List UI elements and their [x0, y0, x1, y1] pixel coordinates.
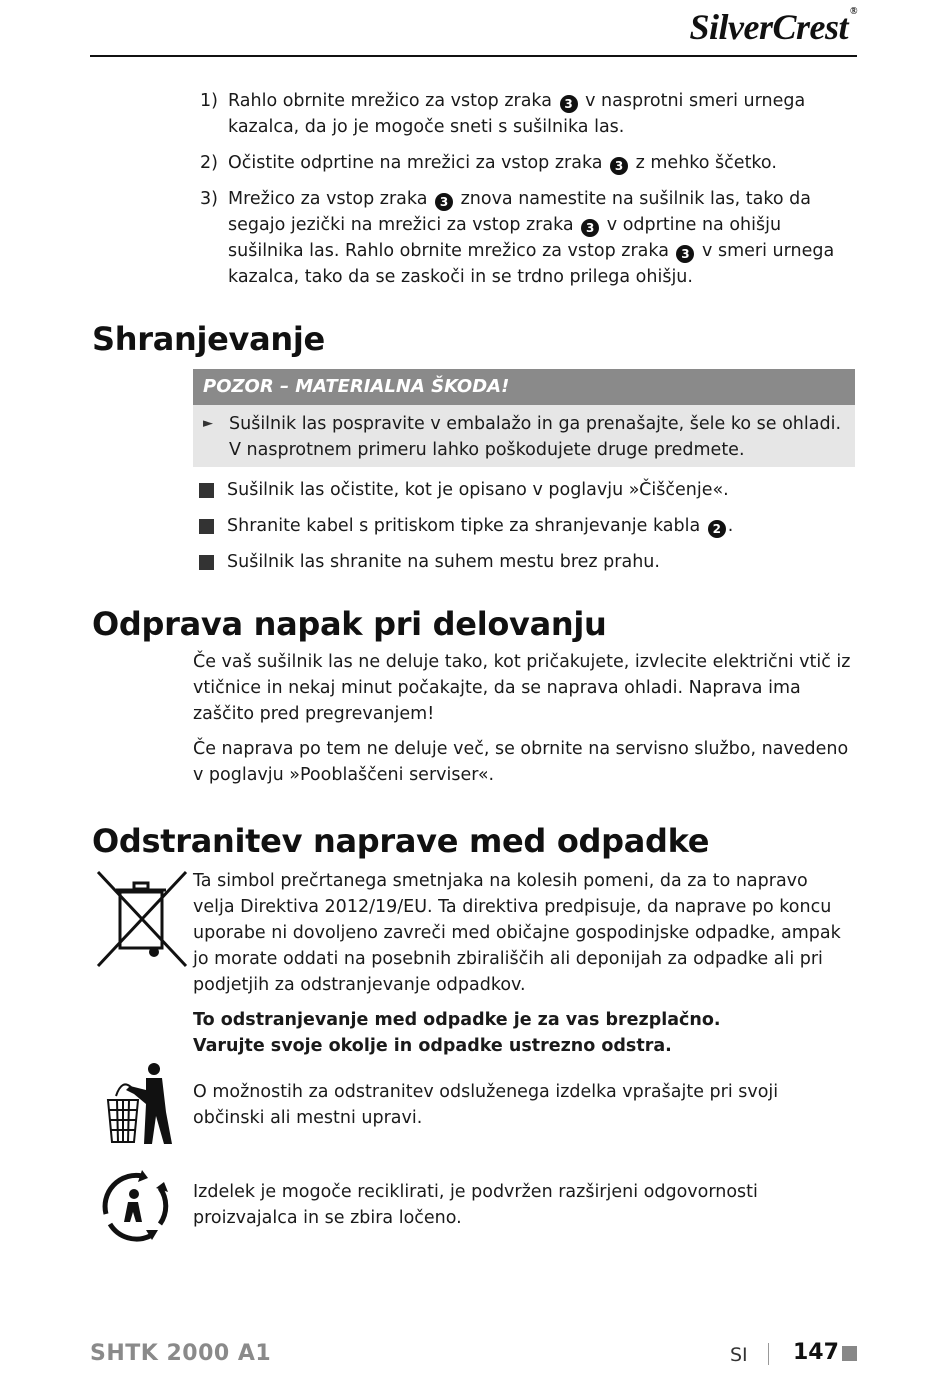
storage-bullets: [199, 477, 859, 585]
part-number-badge: 3: [560, 95, 578, 113]
footer-language: SI: [730, 1344, 748, 1366]
section-heading-storage: Shranjevanje: [92, 320, 325, 358]
part-number-badge: 3: [676, 245, 694, 263]
recycle-text: Izdelek je mogoče reciklirati, je podvržen razširjeni odgovornosti proizvajalca in se zbira ločeno.: [193, 1182, 758, 1228]
troubleshooting-text: Če vaš sušilnik las ne deluje tako, kot pričakujete, izvlecite električni vtič iz vtičnice in nekaj minut počakajte, da se naprava ohladi. Naprava ima zaščito pred pregrevanjem! Če naprava po tem ne deluje več, se obrnite na servisno službo, navedeno v poglavju »Pooblaščeni serviser«.: [193, 652, 851, 785]
step-1: 1) Rahlo obrnite mrežico za vstop zraka 3 v nasprotni smeri urnega kazalca, da jo je mogoče sneti s sušilnika las.: [200, 91, 806, 137]
part-number-badge: 2: [708, 520, 726, 538]
part-number-badge: 3: [610, 157, 628, 175]
tidyman-icon: [104, 1060, 174, 1146]
bullet-square-icon: [199, 483, 214, 498]
section-heading-troubleshooting: Odprava napak pri delovanju: [92, 605, 607, 643]
page-number: 147: [793, 1340, 839, 1365]
warning-text: Sušilnik las pospravite v embalažo in ga prenašajte, šele ko se ohladi. V nasprotnem primeru lahko poškodujete druge predmete.: [229, 414, 842, 460]
list-item: Sušilnik las shranite na suhem mestu brez prahu.: [199, 549, 859, 575]
footer-model: SHTK 2000 A1: [90, 1341, 272, 1366]
step-2: 2) Očistite odprtine na mrežici za vstop zraka 3 z mehko ščetko.: [200, 153, 777, 173]
part-number-badge: 3: [581, 219, 599, 237]
step-3: 3) Mrežico za vstop zraka 3 znova namestite na sušilnik las, tako da segajo jezički na mrežici za vstop zraka 3 v odprtine na ohišju sušilnika las. Rahlo obrnite mrežico za vstop zraka 3 v smeri urnega kazalca, tako da se zaskoči in se trdno prilega ohišju.: [200, 189, 835, 287]
footer-divider: [768, 1343, 769, 1365]
list-item: Shranite kabel s pritiskom tipke za shranjevanje kabla 2 .: [199, 513, 859, 539]
bullet-square-icon: [199, 519, 214, 534]
brand-logo: SilverCrest ®: [689, 6, 857, 47]
cleaning-steps: [200, 88, 860, 300]
crossed-bin-icon: [96, 870, 188, 970]
warning-title: POZOR – MATERIALNA ŠKODA!: [193, 369, 855, 405]
warning-box: [193, 369, 855, 467]
bullet-square-icon: [199, 555, 214, 570]
local-authority-text: O možnostih za odstranitev odsluženega izdelka vprašajte pri svoji občinski ali mestni upravi.: [193, 1082, 779, 1128]
recycling-triman-icon: [98, 1170, 174, 1244]
footer-square-icon: [842, 1346, 857, 1361]
arrow-icon: ►: [203, 416, 213, 431]
list-item: Sušilnik las očistite, kot je opisano v poglavju »Čiščenje«.: [199, 477, 859, 503]
part-number-badge: 3: [435, 193, 453, 211]
header-rule: [90, 55, 857, 57]
disposal-text: Ta simbol prečrtanega smetnjaka na kolesih pomeni, da za to napravo velja Direktiva 2012/19/EU. Ta direktiva predpisuje, da naprave po koncu uporabe ni dovoljeno zavreči med običajne gospodinjske odpadke, ampak jo morate oddati na posebnih zbirališčih ali deponijah za odpadke ali pri podjetjih za odstranjevanje odpadkov. To odstranjevanje med odpadke je za vas brezplačno. Varujte svoje okolje in odpadke ustrezno odstra.: [193, 871, 841, 1056]
section-heading-disposal: Odstranitev naprave med odpadke: [92, 822, 710, 860]
